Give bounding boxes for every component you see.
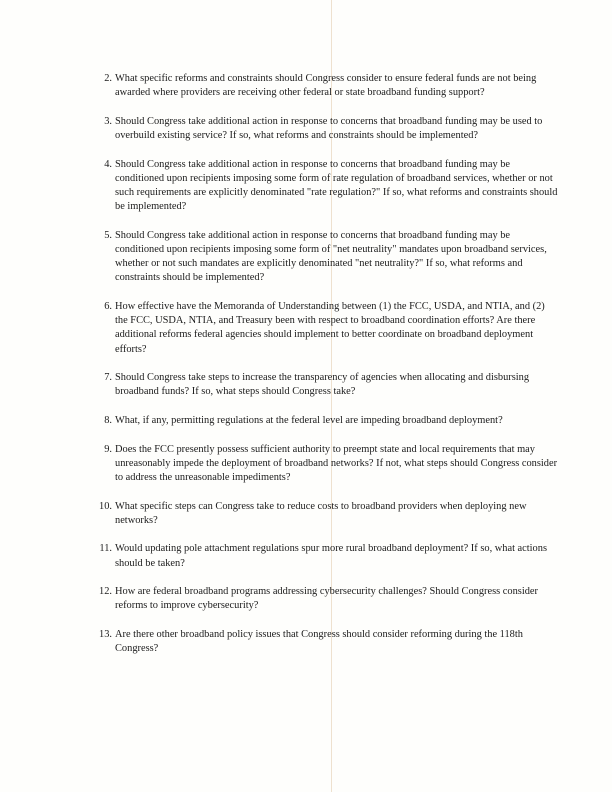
question-text: Should Congress take additional action in response to concerns that broadband funding may be conditioned upon recipients imposing some form of "net neutrality" mandates upon broadband services, whether or not such mandates are explicitly denominated "net neutrality?" If so, what reforms and constraints should be implemented? xyxy=(115,229,547,284)
question-text: Should Congress take additional action in response to concerns that broadband funding may be used to overbuild existing service? If so, what reforms and constraints should be implemented? xyxy=(115,115,543,141)
question-item xyxy=(90,115,560,143)
question-text: Are there other broadband policy issues that Congress should consider reforming during the 118th Congress? xyxy=(115,628,523,655)
question-number: 5. xyxy=(104,229,112,241)
question-number: 3. xyxy=(104,115,112,127)
question-text: How effective have the Memoranda of Understanding between (1) the FCC, USDA, and NTIA, and (2) the FCC, USDA, NTIA, and Treasury been with respect to broadband coordination efforts? Are there additional reforms federal agencies should implement to better coordinate on broadband deployment efforts? xyxy=(115,301,545,355)
question-number: 2. xyxy=(104,73,112,84)
question-number: 9. xyxy=(104,443,112,455)
question-text: What specific reforms and constraints should Congress consider to ensure federal funds are not being awarded where providers are receiving other federal or state broadband funding support? xyxy=(115,73,537,99)
question-text: Would updating pole attachment regulations spur more rural broadband deployment? If so, what actions should be taken? xyxy=(115,543,547,569)
question-text: Does the FCC presently possess sufficient authority to preempt state and local requirements that may unreasonably impede the deployment of broadband networks? If not, what steps should Congress consider to address the unreasonable impediments? xyxy=(115,443,558,483)
question-number: 10. xyxy=(99,500,112,512)
question-item xyxy=(90,628,560,656)
question-text: What, if any, permitting regulations at the federal level are impeding broadband deployment? xyxy=(115,415,503,426)
question-number: 7. xyxy=(104,372,112,384)
question-list xyxy=(90,72,560,671)
question-text: Should Congress take steps to increase the transparency of agencies when allocating and disbursing broadband funds? If so, what steps should Congress take? xyxy=(115,372,530,398)
question-item xyxy=(90,585,560,613)
question-number: 12. xyxy=(99,586,112,598)
question-item xyxy=(90,158,560,215)
question-item xyxy=(90,542,560,570)
question-text: How are federal broadband programs addressing cybersecurity challenges? Should Congress consider reforms to improve cybersecurity? xyxy=(115,586,538,612)
question-item xyxy=(90,443,560,486)
question-item xyxy=(90,72,560,100)
question-item xyxy=(90,500,560,528)
question-number: 8. xyxy=(104,415,112,426)
question-item xyxy=(90,229,560,286)
question-number: 11. xyxy=(99,543,112,555)
question-item xyxy=(90,371,560,399)
question-text: Should Congress take additional action in response to concerns that broadband funding may be conditioned upon recipients imposing some form of rate regulation of broadband services, whether or not such requirements are explicitly denominated "rate regulation?" If so, what reforms and constraints should be implemented? xyxy=(115,158,558,213)
question-item xyxy=(90,300,560,357)
question-text: What specific steps can Congress take to reduce costs to broadband providers when deploying new networks? xyxy=(115,500,527,526)
question-number: 4. xyxy=(104,158,112,170)
question-number: 6. xyxy=(104,301,112,312)
question-item xyxy=(90,414,560,428)
question-number: 13. xyxy=(99,628,112,640)
